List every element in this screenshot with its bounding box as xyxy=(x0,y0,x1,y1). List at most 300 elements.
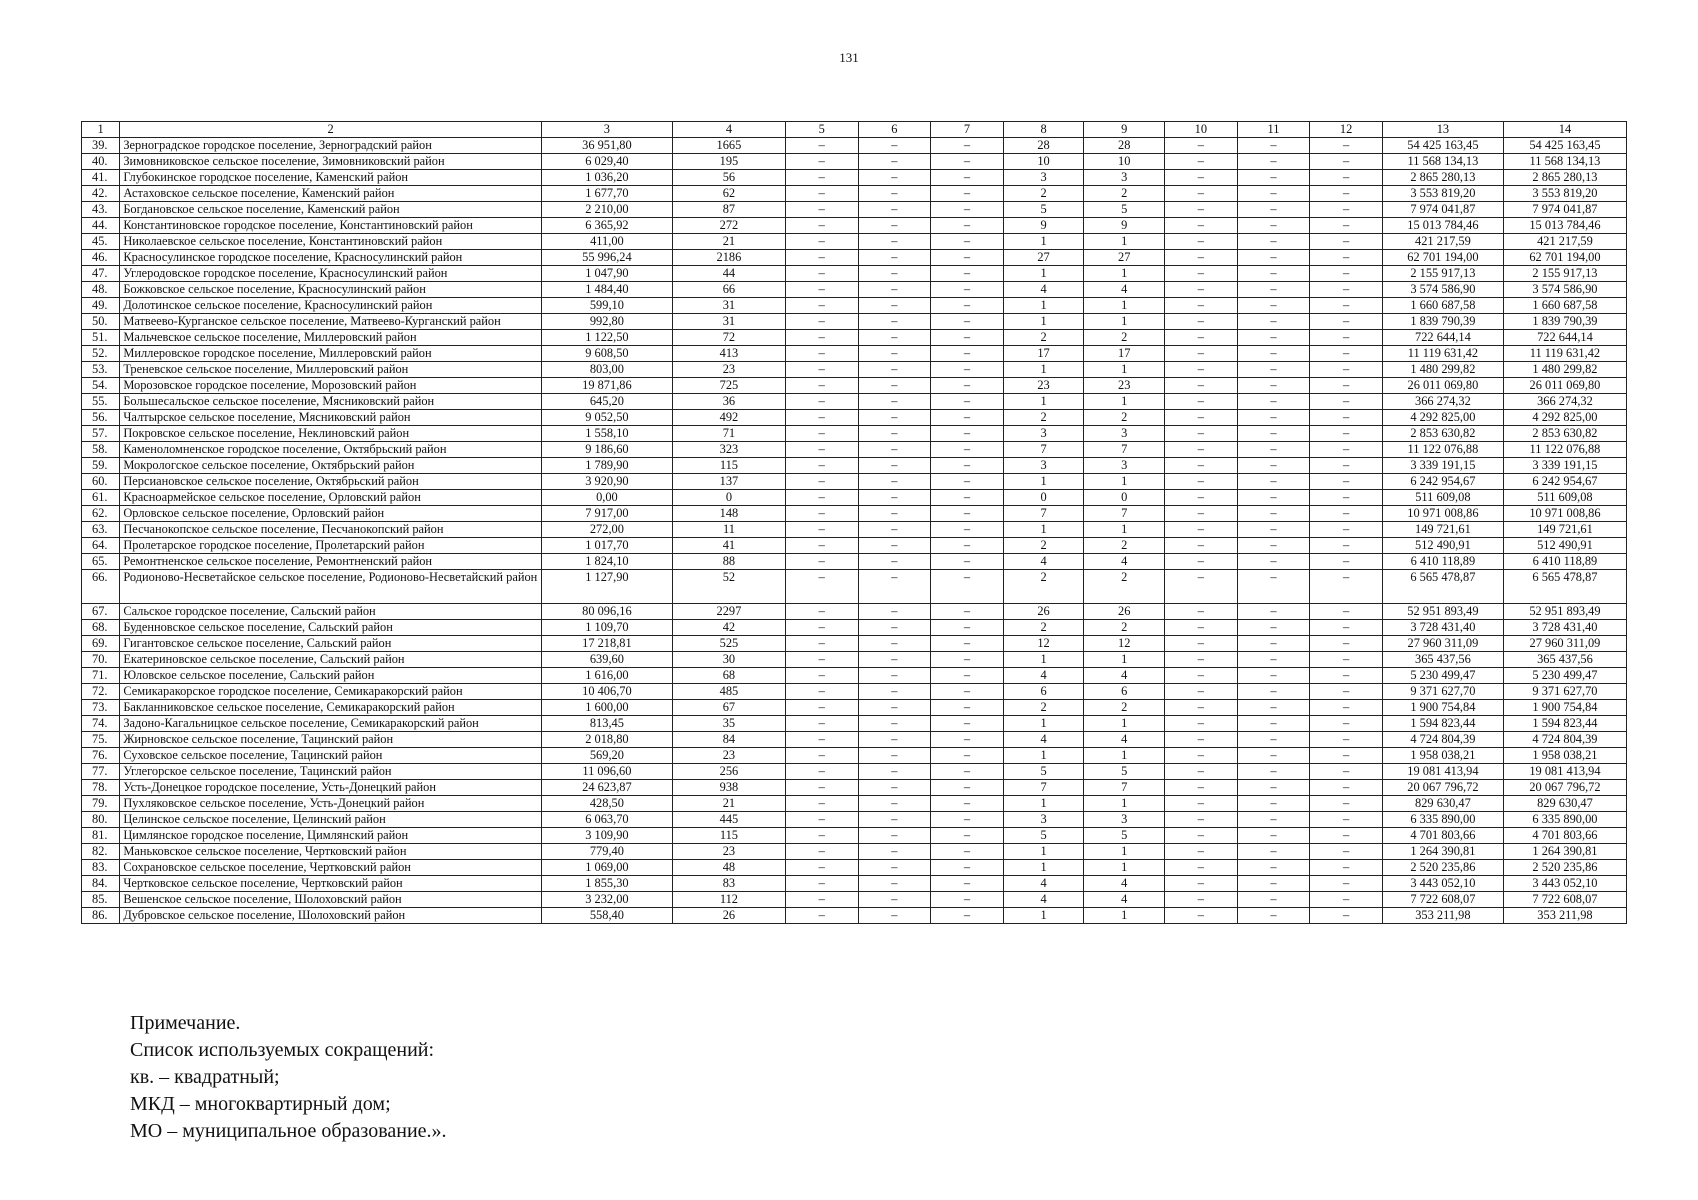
settlement-name: Углегорское сельское поселение, Тацинский район xyxy=(120,764,542,780)
settlement-name: Зимовниковское сельское поселение, Зимовниковский район xyxy=(120,154,542,170)
row-number: 69. xyxy=(82,636,120,652)
cell-col-7: – xyxy=(931,330,1004,346)
table-row xyxy=(82,282,1627,298)
cell-col-10: – xyxy=(1165,378,1238,394)
row-number: 74. xyxy=(82,716,120,732)
cell-col-13: 3 443 052,10 xyxy=(1382,876,1503,892)
cell-col-10: – xyxy=(1165,908,1238,924)
cell-col-10: – xyxy=(1165,394,1238,410)
cell-col-5: – xyxy=(785,908,858,924)
cell-col-4: 725 xyxy=(672,378,785,394)
cell-col-13: 2 520 235,86 xyxy=(1382,860,1503,876)
cell-col-3: 9 186,60 xyxy=(541,442,672,458)
cell-col-13: 3 553 819,20 xyxy=(1382,186,1503,202)
table-row xyxy=(82,170,1627,186)
cell-col-6: – xyxy=(858,378,931,394)
cell-col-5: – xyxy=(785,202,858,218)
cell-col-13: 366 274,32 xyxy=(1382,394,1503,410)
cell-col-4: 31 xyxy=(672,314,785,330)
cell-col-6: – xyxy=(858,202,931,218)
cell-col-13: 4 292 825,00 xyxy=(1382,410,1503,426)
cell-col-6: – xyxy=(858,620,931,636)
notes-line: МКД – многоквартирный дом; xyxy=(130,1093,391,1115)
table-row xyxy=(82,426,1627,442)
cell-col-5: – xyxy=(785,378,858,394)
cell-col-3: 1 069,00 xyxy=(541,860,672,876)
settlement-name: Большесальское сельское поселение, Мясниковский район xyxy=(120,394,542,410)
cell-col-5: – xyxy=(785,844,858,860)
cell-col-12: – xyxy=(1310,554,1383,570)
cell-col-5: – xyxy=(785,298,858,314)
cell-col-4: 137 xyxy=(672,474,785,490)
table-row xyxy=(82,410,1627,426)
cell-col-10: – xyxy=(1165,876,1238,892)
cell-col-4: 62 xyxy=(672,186,785,202)
cell-col-4: 72 xyxy=(672,330,785,346)
cell-col-5: – xyxy=(785,652,858,668)
cell-col-14: 2 520 235,86 xyxy=(1503,860,1626,876)
cell-col-3: 1 558,10 xyxy=(541,426,672,442)
settlement-name: Дубровское сельское поселение, Шолоховский район xyxy=(120,908,542,924)
cell-col-13: 7 974 041,87 xyxy=(1382,202,1503,218)
cell-col-11: – xyxy=(1237,828,1310,844)
cell-col-14: 4 292 825,00 xyxy=(1503,410,1626,426)
row-number: 57. xyxy=(82,426,120,442)
cell-col-4: 525 xyxy=(672,636,785,652)
cell-col-9: 4 xyxy=(1084,876,1165,892)
cell-col-7: – xyxy=(931,636,1004,652)
cell-col-7: – xyxy=(931,202,1004,218)
cell-col-4: 195 xyxy=(672,154,785,170)
cell-col-7: – xyxy=(931,812,1004,828)
cell-col-13: 6 410 118,89 xyxy=(1382,554,1503,570)
row-number: 84. xyxy=(82,876,120,892)
cell-col-6: – xyxy=(858,490,931,506)
cell-col-7: – xyxy=(931,732,1004,748)
cell-col-11: – xyxy=(1237,668,1310,684)
cell-col-14: 3 728 431,40 xyxy=(1503,620,1626,636)
cell-col-5: – xyxy=(785,716,858,732)
cell-col-10: – xyxy=(1165,716,1238,732)
cell-col-10: – xyxy=(1165,474,1238,490)
cell-col-9: 5 xyxy=(1084,764,1165,780)
cell-col-12: – xyxy=(1310,844,1383,860)
cell-col-5: – xyxy=(785,314,858,330)
cell-col-13: 5 230 499,47 xyxy=(1382,668,1503,684)
cell-col-10: – xyxy=(1165,812,1238,828)
cell-col-6: – xyxy=(858,362,931,378)
settlement-name: Цимлянское городское поселение, Цимлянский район xyxy=(120,828,542,844)
cell-col-5: – xyxy=(785,828,858,844)
settlement-name: Буденновское сельское поселение, Сальский район xyxy=(120,620,542,636)
row-number: 71. xyxy=(82,668,120,684)
cell-col-14: 3 339 191,15 xyxy=(1503,458,1626,474)
cell-col-6: – xyxy=(858,282,931,298)
cell-col-12: – xyxy=(1310,234,1383,250)
cell-col-8: 7 xyxy=(1003,506,1084,522)
cell-col-4: 52 xyxy=(672,570,785,604)
cell-col-3: 428,50 xyxy=(541,796,672,812)
cell-col-13: 353 211,98 xyxy=(1382,908,1503,924)
cell-col-13: 9 371 627,70 xyxy=(1382,684,1503,700)
cell-col-13: 26 011 069,80 xyxy=(1382,378,1503,394)
cell-col-14: 19 081 413,94 xyxy=(1503,764,1626,780)
cell-col-3: 1 855,30 xyxy=(541,876,672,892)
cell-col-8: 1 xyxy=(1003,908,1084,924)
header-cell: 11 xyxy=(1237,122,1310,138)
cell-col-7: – xyxy=(931,282,1004,298)
cell-col-4: 23 xyxy=(672,844,785,860)
cell-col-11: – xyxy=(1237,442,1310,458)
cell-col-6: – xyxy=(858,410,931,426)
cell-col-12: – xyxy=(1310,490,1383,506)
table-row xyxy=(82,490,1627,506)
cell-col-9: 9 xyxy=(1084,218,1165,234)
table-row xyxy=(82,620,1627,636)
cell-col-9: 26 xyxy=(1084,604,1165,620)
settlement-name: Вешенское сельское поселение, Шолоховский район xyxy=(120,892,542,908)
cell-col-3: 272,00 xyxy=(541,522,672,538)
cell-col-3: 6 365,92 xyxy=(541,218,672,234)
row-number: 85. xyxy=(82,892,120,908)
cell-col-5: – xyxy=(785,218,858,234)
cell-col-14: 2 853 630,82 xyxy=(1503,426,1626,442)
row-number: 78. xyxy=(82,780,120,796)
cell-col-12: – xyxy=(1310,764,1383,780)
header-cell: 14 xyxy=(1503,122,1626,138)
cell-col-14: 6 242 954,67 xyxy=(1503,474,1626,490)
table-row xyxy=(82,314,1627,330)
cell-col-9: 4 xyxy=(1084,554,1165,570)
cell-col-7: – xyxy=(931,684,1004,700)
cell-col-13: 19 081 413,94 xyxy=(1382,764,1503,780)
cell-col-10: – xyxy=(1165,554,1238,570)
cell-col-6: – xyxy=(858,860,931,876)
cell-col-11: – xyxy=(1237,554,1310,570)
cell-col-8: 5 xyxy=(1003,764,1084,780)
cell-col-13: 27 960 311,09 xyxy=(1382,636,1503,652)
cell-col-7: – xyxy=(931,250,1004,266)
cell-col-13: 365 437,56 xyxy=(1382,652,1503,668)
cell-col-8: 1 xyxy=(1003,394,1084,410)
cell-col-3: 1 122,50 xyxy=(541,330,672,346)
cell-col-3: 645,20 xyxy=(541,394,672,410)
cell-col-11: – xyxy=(1237,700,1310,716)
cell-col-3: 3 232,00 xyxy=(541,892,672,908)
cell-col-14: 10 971 008,86 xyxy=(1503,506,1626,522)
settlement-name: Мокрологское сельское поселение, Октябрьский район xyxy=(120,458,542,474)
cell-col-8: 1 xyxy=(1003,522,1084,538)
cell-col-12: – xyxy=(1310,876,1383,892)
cell-col-7: – xyxy=(931,314,1004,330)
cell-col-6: – xyxy=(858,346,931,362)
cell-col-9: 0 xyxy=(1084,490,1165,506)
table-row xyxy=(82,860,1627,876)
cell-col-8: 2 xyxy=(1003,186,1084,202)
table-row xyxy=(82,892,1627,908)
cell-col-11: – xyxy=(1237,652,1310,668)
cell-col-14: 1 480 299,82 xyxy=(1503,362,1626,378)
cell-col-12: – xyxy=(1310,362,1383,378)
cell-col-4: 445 xyxy=(672,812,785,828)
row-number: 54. xyxy=(82,378,120,394)
cell-col-5: – xyxy=(785,458,858,474)
cell-col-8: 3 xyxy=(1003,170,1084,186)
settlement-name: Зерноградское городское поселение, Зерноградский район xyxy=(120,138,542,154)
cell-col-7: – xyxy=(931,716,1004,732)
cell-col-5: – xyxy=(785,170,858,186)
cell-col-14: 722 644,14 xyxy=(1503,330,1626,346)
table-row xyxy=(82,154,1627,170)
cell-col-9: 1 xyxy=(1084,266,1165,282)
cell-col-7: – xyxy=(931,474,1004,490)
settlement-name: Мальчевское сельское поселение, Миллеровский район xyxy=(120,330,542,346)
settlement-name: Чалтырское сельское поселение, Мясниковский район xyxy=(120,410,542,426)
cell-col-7: – xyxy=(931,170,1004,186)
cell-col-10: – xyxy=(1165,426,1238,442)
table-row xyxy=(82,458,1627,474)
row-number: 60. xyxy=(82,474,120,490)
cell-col-13: 6 242 954,67 xyxy=(1382,474,1503,490)
cell-col-3: 1 824,10 xyxy=(541,554,672,570)
cell-col-10: – xyxy=(1165,490,1238,506)
table-row xyxy=(82,234,1627,250)
cell-col-12: – xyxy=(1310,652,1383,668)
cell-col-6: – xyxy=(858,314,931,330)
cell-col-10: – xyxy=(1165,764,1238,780)
cell-col-3: 1 017,70 xyxy=(541,538,672,554)
table-row xyxy=(82,908,1627,924)
row-number: 40. xyxy=(82,154,120,170)
settlement-name: Морозовское городское поселение, Морозовский район xyxy=(120,378,542,394)
header-cell: 6 xyxy=(858,122,931,138)
cell-col-7: – xyxy=(931,426,1004,442)
table-body xyxy=(82,138,1627,924)
cell-col-5: – xyxy=(785,330,858,346)
cell-col-11: – xyxy=(1237,844,1310,860)
cell-col-14: 2 155 917,13 xyxy=(1503,266,1626,282)
cell-col-3: 1 484,40 xyxy=(541,282,672,298)
table-row xyxy=(82,604,1627,620)
cell-col-8: 27 xyxy=(1003,250,1084,266)
cell-col-12: – xyxy=(1310,732,1383,748)
table-row xyxy=(82,330,1627,346)
cell-col-13: 2 865 280,13 xyxy=(1382,170,1503,186)
cell-col-10: – xyxy=(1165,314,1238,330)
cell-col-7: – xyxy=(931,218,1004,234)
cell-col-6: – xyxy=(858,636,931,652)
cell-col-8: 4 xyxy=(1003,892,1084,908)
cell-col-13: 20 067 796,72 xyxy=(1382,780,1503,796)
cell-col-9: 2 xyxy=(1084,570,1165,604)
cell-col-11: – xyxy=(1237,298,1310,314)
settlement-name: Матвеево-Курганское сельское поселение, Матвеево-Курганский район xyxy=(120,314,542,330)
cell-col-9: 2 xyxy=(1084,330,1165,346)
cell-col-7: – xyxy=(931,458,1004,474)
settlement-name: Сохрановское сельское поселение, Чертковский район xyxy=(120,860,542,876)
cell-col-5: – xyxy=(785,250,858,266)
cell-col-10: – xyxy=(1165,780,1238,796)
cell-col-4: 26 xyxy=(672,908,785,924)
cell-col-9: 2 xyxy=(1084,186,1165,202)
cell-col-10: – xyxy=(1165,506,1238,522)
cell-col-4: 42 xyxy=(672,620,785,636)
cell-col-14: 3 574 586,90 xyxy=(1503,282,1626,298)
cell-col-9: 3 xyxy=(1084,426,1165,442)
cell-col-14: 1 264 390,81 xyxy=(1503,844,1626,860)
cell-col-7: – xyxy=(931,394,1004,410)
cell-col-9: 1 xyxy=(1084,860,1165,876)
cell-col-6: – xyxy=(858,266,931,282)
cell-col-7: – xyxy=(931,138,1004,154)
cell-col-9: 1 xyxy=(1084,314,1165,330)
settlement-name: Углеродовское городское поселение, Красносулинский район xyxy=(120,266,542,282)
cell-col-5: – xyxy=(785,266,858,282)
cell-col-10: – xyxy=(1165,250,1238,266)
cell-col-7: – xyxy=(931,828,1004,844)
cell-col-13: 11 122 076,88 xyxy=(1382,442,1503,458)
cell-col-8: 1 xyxy=(1003,474,1084,490)
cell-col-7: – xyxy=(931,652,1004,668)
cell-col-4: 66 xyxy=(672,282,785,298)
notes-line: МО – муниципальное образование.». xyxy=(130,1120,447,1142)
settlement-name: Астаховское сельское поселение, Каменский район xyxy=(120,186,542,202)
cell-col-7: – xyxy=(931,186,1004,202)
row-number: 63. xyxy=(82,522,120,538)
cell-col-7: – xyxy=(931,620,1004,636)
cell-col-12: – xyxy=(1310,748,1383,764)
cell-col-5: – xyxy=(785,860,858,876)
cell-col-6: – xyxy=(858,554,931,570)
cell-col-6: – xyxy=(858,908,931,924)
cell-col-14: 6 335 890,00 xyxy=(1503,812,1626,828)
cell-col-12: – xyxy=(1310,716,1383,732)
cell-col-11: – xyxy=(1237,522,1310,538)
cell-col-5: – xyxy=(785,748,858,764)
cell-col-11: – xyxy=(1237,410,1310,426)
row-number: 68. xyxy=(82,620,120,636)
cell-col-10: – xyxy=(1165,298,1238,314)
cell-col-10: – xyxy=(1165,234,1238,250)
cell-col-3: 803,00 xyxy=(541,362,672,378)
settlement-name: Чертковское сельское поселение, Чертковский район xyxy=(120,876,542,892)
table-row xyxy=(82,764,1627,780)
cell-col-14: 62 701 194,00 xyxy=(1503,250,1626,266)
cell-col-14: 7 974 041,87 xyxy=(1503,202,1626,218)
settlement-name: Родионово-Несветайское сельское поселение, Родионово-Несветайский район xyxy=(120,570,542,604)
cell-col-14: 11 119 631,42 xyxy=(1503,346,1626,362)
cell-col-13: 10 971 008,86 xyxy=(1382,506,1503,522)
cell-col-4: 87 xyxy=(672,202,785,218)
cell-col-12: – xyxy=(1310,410,1383,426)
cell-col-5: – xyxy=(785,426,858,442)
cell-col-14: 3 443 052,10 xyxy=(1503,876,1626,892)
cell-col-11: – xyxy=(1237,250,1310,266)
cell-col-11: – xyxy=(1237,474,1310,490)
header-cell: 3 xyxy=(541,122,672,138)
cell-col-11: – xyxy=(1237,570,1310,604)
cell-col-8: 3 xyxy=(1003,458,1084,474)
cell-col-7: – xyxy=(931,538,1004,554)
cell-col-12: – xyxy=(1310,570,1383,604)
cell-col-9: 4 xyxy=(1084,732,1165,748)
cell-col-6: – xyxy=(858,604,931,620)
cell-col-8: 1 xyxy=(1003,298,1084,314)
cell-col-13: 1 660 687,58 xyxy=(1382,298,1503,314)
cell-col-5: – xyxy=(785,234,858,250)
cell-col-3: 639,60 xyxy=(541,652,672,668)
cell-col-8: 1 xyxy=(1003,234,1084,250)
table-row xyxy=(82,538,1627,554)
cell-col-14: 512 490,91 xyxy=(1503,538,1626,554)
settlement-name: Сальское городское поселение, Сальский район xyxy=(120,604,542,620)
row-number: 80. xyxy=(82,812,120,828)
cell-col-12: – xyxy=(1310,684,1383,700)
cell-col-10: – xyxy=(1165,732,1238,748)
cell-col-14: 11 568 134,13 xyxy=(1503,154,1626,170)
cell-col-10: – xyxy=(1165,218,1238,234)
cell-col-7: – xyxy=(931,700,1004,716)
cell-col-11: – xyxy=(1237,346,1310,362)
cell-col-14: 11 122 076,88 xyxy=(1503,442,1626,458)
header-cell: 12 xyxy=(1310,122,1383,138)
cell-col-4: 41 xyxy=(672,538,785,554)
cell-col-5: – xyxy=(785,780,858,796)
settlement-name: Маньковское сельское поселение, Чертковский район xyxy=(120,844,542,860)
settlement-name: Треневское сельское поселение, Миллеровский район xyxy=(120,362,542,378)
settlement-name: Николаевское сельское поселение, Константиновский район xyxy=(120,234,542,250)
cell-col-12: – xyxy=(1310,154,1383,170)
cell-col-12: – xyxy=(1310,636,1383,652)
cell-col-8: 4 xyxy=(1003,282,1084,298)
cell-col-14: 829 630,47 xyxy=(1503,796,1626,812)
cell-col-13: 11 568 134,13 xyxy=(1382,154,1503,170)
row-number: 46. xyxy=(82,250,120,266)
cell-col-8: 4 xyxy=(1003,554,1084,570)
cell-col-11: – xyxy=(1237,202,1310,218)
cell-col-8: 1 xyxy=(1003,748,1084,764)
cell-col-12: – xyxy=(1310,202,1383,218)
table-row xyxy=(82,362,1627,378)
table-row xyxy=(82,186,1627,202)
cell-col-4: 112 xyxy=(672,892,785,908)
cell-col-10: – xyxy=(1165,796,1238,812)
cell-col-9: 1 xyxy=(1084,522,1165,538)
table-row xyxy=(82,636,1627,652)
cell-col-12: – xyxy=(1310,700,1383,716)
cell-col-11: – xyxy=(1237,748,1310,764)
cell-col-12: – xyxy=(1310,442,1383,458)
cell-col-7: – xyxy=(931,892,1004,908)
cell-col-6: – xyxy=(858,570,931,604)
cell-col-13: 421 217,59 xyxy=(1382,234,1503,250)
cell-col-4: 30 xyxy=(672,652,785,668)
row-number: 75. xyxy=(82,732,120,748)
cell-col-11: – xyxy=(1237,378,1310,394)
settlement-name: Песчанокопское сельское поселение, Песчанокопский район xyxy=(120,522,542,538)
cell-col-14: 1 594 823,44 xyxy=(1503,716,1626,732)
cell-col-3: 992,80 xyxy=(541,314,672,330)
cell-col-9: 7 xyxy=(1084,506,1165,522)
cell-col-10: – xyxy=(1165,522,1238,538)
cell-col-4: 485 xyxy=(672,684,785,700)
cell-col-11: – xyxy=(1237,604,1310,620)
cell-col-9: 2 xyxy=(1084,700,1165,716)
table-row xyxy=(82,506,1627,522)
cell-col-10: – xyxy=(1165,346,1238,362)
cell-col-7: – xyxy=(931,764,1004,780)
cell-col-10: – xyxy=(1165,570,1238,604)
